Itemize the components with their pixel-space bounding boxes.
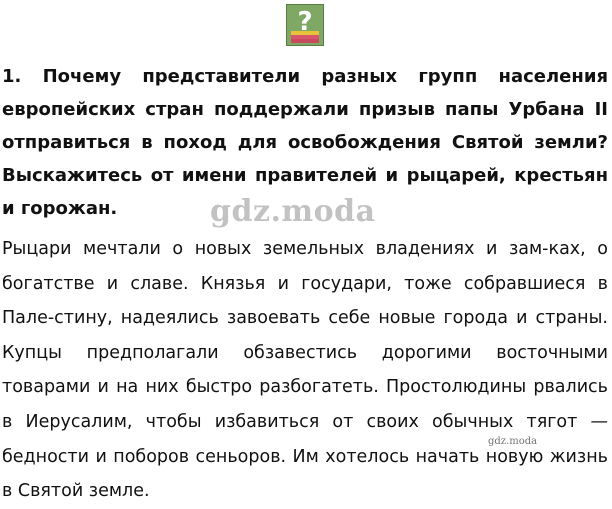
watermark-small: gdz.moda <box>488 436 538 447</box>
answer-text: Рыцари мечтали о новых земельных владениях и зам-ках, о богатстве и славе. Князья и государи, тоже собравшиеся в Пале-стину, надеялись завоевать себе новые города и страны. Купцы предполагали обзавестись дорогими восточными товарами и на них быстро разбогатеть. Простолюдины рвались в Иерусалим, чтобы избавиться от своих обычных тягот — бедности и поборов сеньоров. Им хотелось начать новую жизнь в Святой земле. <box>2 239 608 502</box>
question-books-icon <box>286 4 324 46</box>
question-text: 1. Почему представители разных групп населения европейских стран поддержали призыв папы Урбана II отправиться в поход для освобождения Святой земли? Выскажитесь от имени правителей и рыцарей, крестьян и горожан. <box>2 66 608 219</box>
watermark-large: gdz.moda <box>210 194 376 229</box>
question-mark-glyph: ? <box>297 7 313 37</box>
